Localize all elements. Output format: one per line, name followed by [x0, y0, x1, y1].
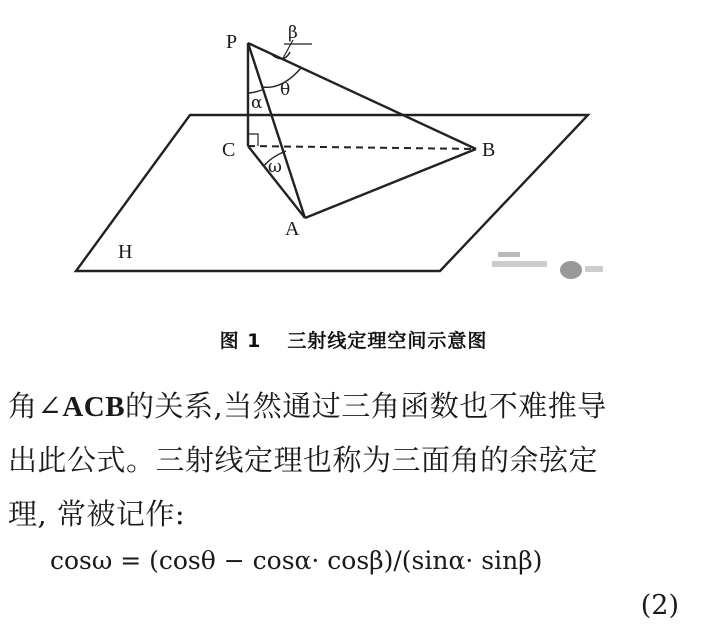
label-alpha: α [251, 93, 263, 113]
three-ray-theorem-figure [0, 0, 707, 300]
figure-svg [0, 0, 707, 300]
label-point-p: P [226, 31, 238, 53]
label-beta: β [288, 23, 298, 43]
plane-h [76, 115, 588, 271]
edge-pa [248, 43, 305, 218]
label-point-b: B [482, 139, 496, 161]
label-point-c: C [222, 139, 236, 161]
paragraph-line-3: 理, 常被记作: [8, 497, 186, 531]
formula-cos-omega: cosω = (cosθ − cosα· cosβ)/(sinα· sinβ) [50, 546, 543, 575]
label-omega: ω [268, 157, 282, 177]
label-plane-h: H [118, 241, 133, 263]
figure-title: 三射线定理空间示意图 [287, 330, 488, 352]
beta-pointer-line [282, 40, 293, 60]
paragraph-line-1 [8, 386, 700, 427]
label-point-a: A [285, 218, 300, 240]
figure-caption [0, 326, 707, 353]
angle-acb: ACB [62, 391, 126, 423]
equation-number: (2) [640, 590, 679, 621]
label-theta: θ [280, 80, 291, 100]
paragraph-line-2: 出此公式。三射线定理也称为三面角的余弦定 [8, 443, 599, 477]
edge-ab [305, 149, 476, 218]
watermark-logo [492, 252, 603, 279]
paragraph-line-1-prefix: 角∠ [8, 389, 63, 423]
paragraph-line-1-suffix: 的关系,当然通过三角函数也不难推导 [125, 389, 607, 423]
figure-number: 图 1 [219, 330, 262, 352]
right-angle-mark [248, 134, 258, 146]
